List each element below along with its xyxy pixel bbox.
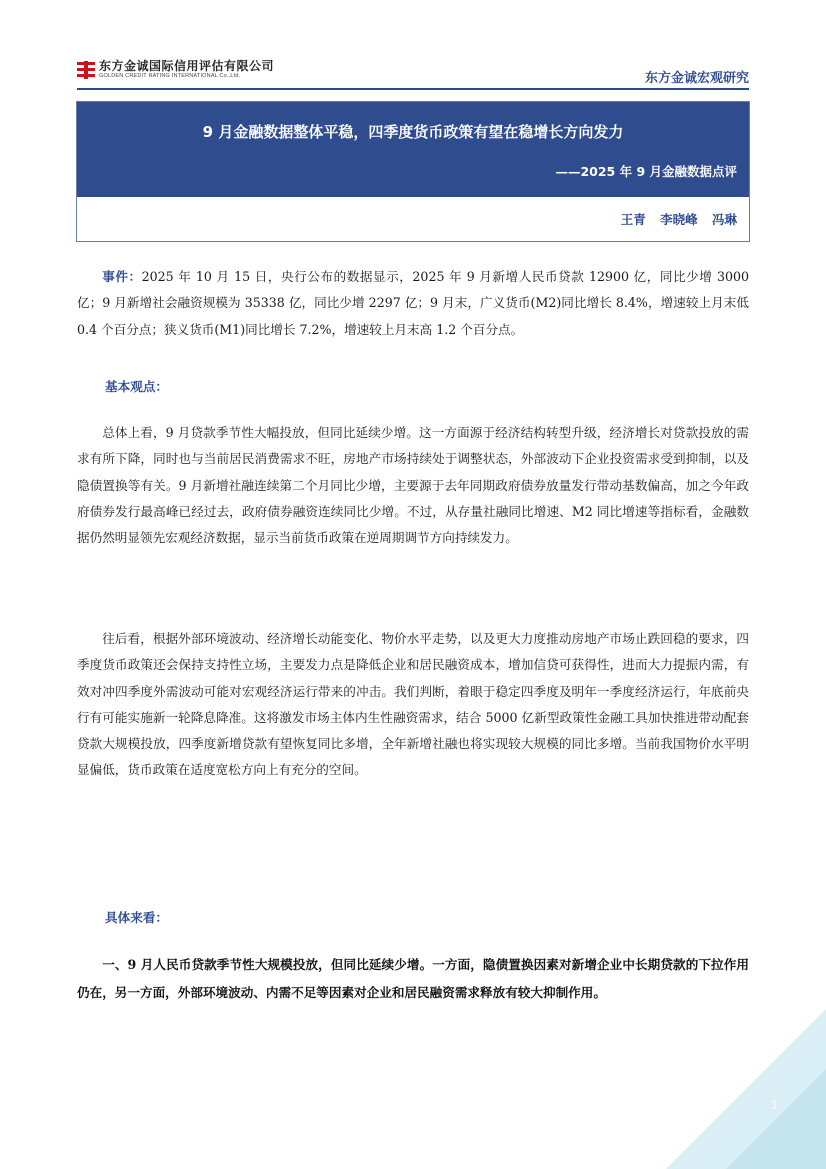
corner-decoration-inner — [726, 1069, 826, 1169]
point-one-paragraph: 一、9 月人民币贷款季节性大规模投放，但同比延续少增。一方面，隐债置换因素对新增企业中长期贷款的下拉作用仍在，另一方面，外部环境波动、内需不足等因素对企业和居民融资需求释放有较大抑制作用。 — [77, 957, 749, 1000]
specific-label: 具体来看： — [105, 910, 168, 925]
event-text: 2025 年 10 月 15 日，央行公布的数据显示，2025 年 9 月新增人民币贷款 12900 亿，同比少增 3000 亿；9 月新增社会融资规模为 35338 亿，同比少增 2297 亿；9 月末，广义货币(M2)同比增长 8.4%，增速较上月末低 0.4 个百分点；狭义货币(M1)同比增长 7.2%，增速较上月末高 1.2 个百分点。 — [77, 269, 749, 337]
report-subtitle: ——2025 年 9 月金融数据点评 — [555, 164, 737, 179]
company-logo — [77, 58, 274, 82]
title-band — [77, 102, 749, 197]
logo-chinese-name: 东方金诚国际信用评估有限公司 — [99, 59, 275, 73]
brand-label: 东方金诚宏观研究 — [644, 71, 749, 86]
body-paragraph-2: 往后看，根据外部环境波动、经济增长动能变化、物价水平走势，以及更大力度推动房地产市场止跌回稳的要求，四季度货币政策还会保持支持性立场，主要发力点是降低企业和居民融资成本，增加信贷可获得性，进而大力提振内需，有效对冲四季度外需波动可能对宏观经济运行带来的冲击。我们判断，着眼于稳定四季度及明年一季度经济运行，年底前央行有可能实施新一轮降息降准。这将激发市场主体内生性融资需求，结合 5000 亿新型政策性金融工具加快推进带动配套贷款大规模投放，四季度新增贷款有望恢复同比多增，全年新增社融也将实现较大规模的同比多增。当前我国物价水平明显偏低，货币政策在适度宽松方向上有充分的空间。 — [77, 631, 749, 778]
body-paragraph-1: 总体上看，9 月贷款季节性大幅投放，但同比延续少增。这一方面源于经济结构转型升级，经济增长对贷款投放的需求有所下降，同时也与当前居民消费需求不旺，房地产市场持续处于调整状态，外部波动下企业投资需求受到抑制，以及隐债置换等有关。9 月新增社融连续第二个月同比少增，主要源于去年同期政府债券放量发行带动基数偏高，加之今年政府债券发行最高峰已经过去，政府债券融资连续同比少增。不过，从存量社融同比增速、M2 同比增速等指标看，金融数据仍然明显领先宏观经济数据，显示当前货币政策在逆周期调节方向持续发力。 — [77, 425, 749, 546]
basic-view-label: 基本观点： — [105, 379, 168, 394]
event-label: 事件： — [102, 269, 142, 284]
title-box — [76, 101, 750, 242]
report-title: 9 月金融数据整体平稳，四季度货币政策有望在稳增长方向发力 — [202, 123, 624, 141]
event-paragraph — [77, 264, 749, 343]
authors: 王青 李晓峰 冯琳 — [620, 212, 737, 227]
logo-mark-icon — [77, 61, 95, 79]
logo-english-name: GOLDEN CREDIT RATING INTERNATIONAL Co.,Ltd. — [99, 73, 241, 79]
page-number: 1 — [771, 1099, 778, 1112]
header-rule — [77, 88, 749, 90]
